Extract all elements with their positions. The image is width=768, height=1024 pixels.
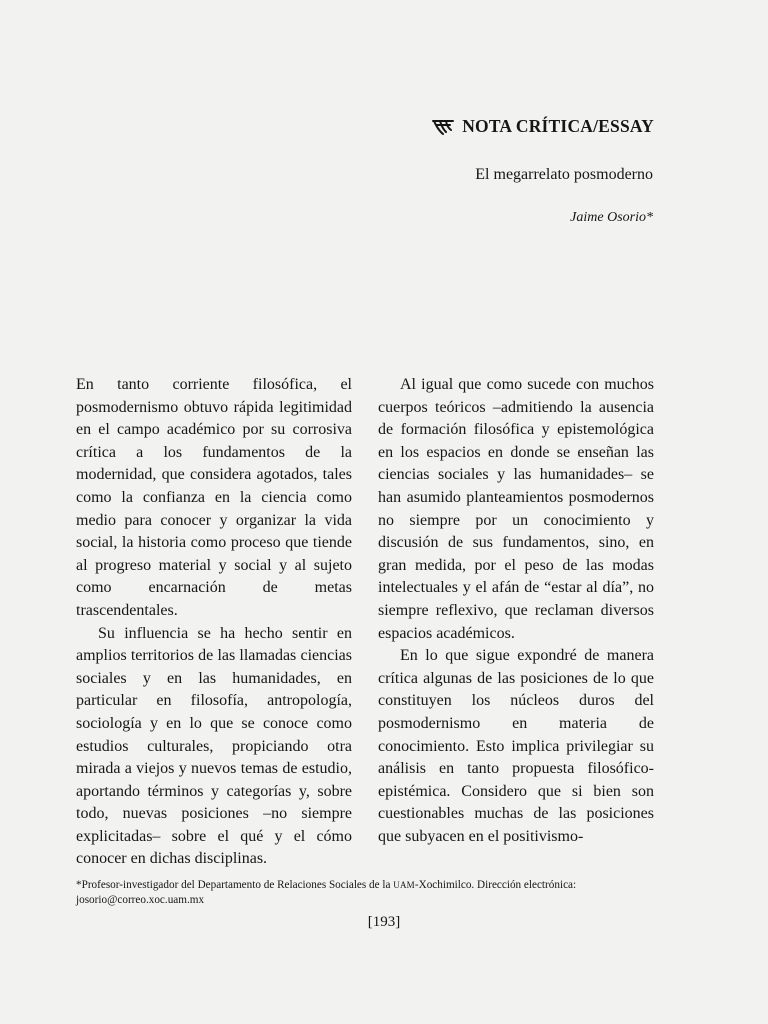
paragraph: Al igual que como sucede con muchos cuerpos teóricos –admitiendo la ausencia de formación filosófica y epistemológica en los espacios en donde se enseñan las ciencias sociales y las humanidades– se han asumido planteamientos posmodernos no siempre por un conocimiento y discusión de sus fundamentos, sino, en gran medida, por el peso de las modas intelectuales y el afán de “estar al día”, no siempre reflexivo, que reclaman diversos espacios académicos. (378, 376, 654, 642)
journal-logo-icon (432, 118, 454, 136)
institution-abbrev: UAM (393, 880, 415, 890)
paragraph: Su influencia se ha hecho sentir en amplios territorios de las llamadas ciencias sociales y en las humanidades, en particular en filosofía, antropología, sociología y en lo que se conoce como estudios culturales, propiciando otra mirada a viejos y nuevos temas de estudio, aportando términos y categorías y, sobre todo, nuevas posiciones –no siempre explicitadas– sobre el qué y el cómo conocer en dichas disciplinas. (76, 624, 352, 868)
section-label: NOTA CRÍTICA/ESSAY (462, 116, 654, 136)
page-number: [193] (367, 914, 401, 930)
article-title: El megarrelato posmoderno (475, 166, 653, 183)
paragraph: En lo que sigue expondré de manera crítica algunas de las posiciones de lo que constituyen los núcleos duros del posmodernismo en materia de conocimiento. Esto implica privilegiar su análisis en tanto propuesta filosófico-epistémica. Considero que si bien son cuestionables muchas de las posiciones que subyacen en el positivismo- (378, 647, 654, 845)
left-column (76, 374, 352, 871)
author-name: Jaime Osorio* (570, 210, 653, 225)
footnote-text-end: -Xochimilco. Dirección electrónica: josorio@correo.xoc.uam.mx (76, 879, 577, 906)
footnote (76, 878, 666, 908)
paragraph: En tanto corriente filosófica, el posmodernismo obtuvo rápida legitimidad en el campo académico por su corrosiva crítica a los fundamentos de la modernidad, que considera agotados, tales como la confianza en la ciencia como medio para conocer y organizar la vida social, la historia como proceso que tiende al progreso material y social y al sujeto como encarnación de metas trascendentales. (76, 376, 352, 619)
right-column (378, 374, 654, 848)
section-header (432, 116, 654, 137)
footnote-text-start: *Profesor-investigador del Departamento de Relaciones Sociales de la (76, 879, 394, 891)
